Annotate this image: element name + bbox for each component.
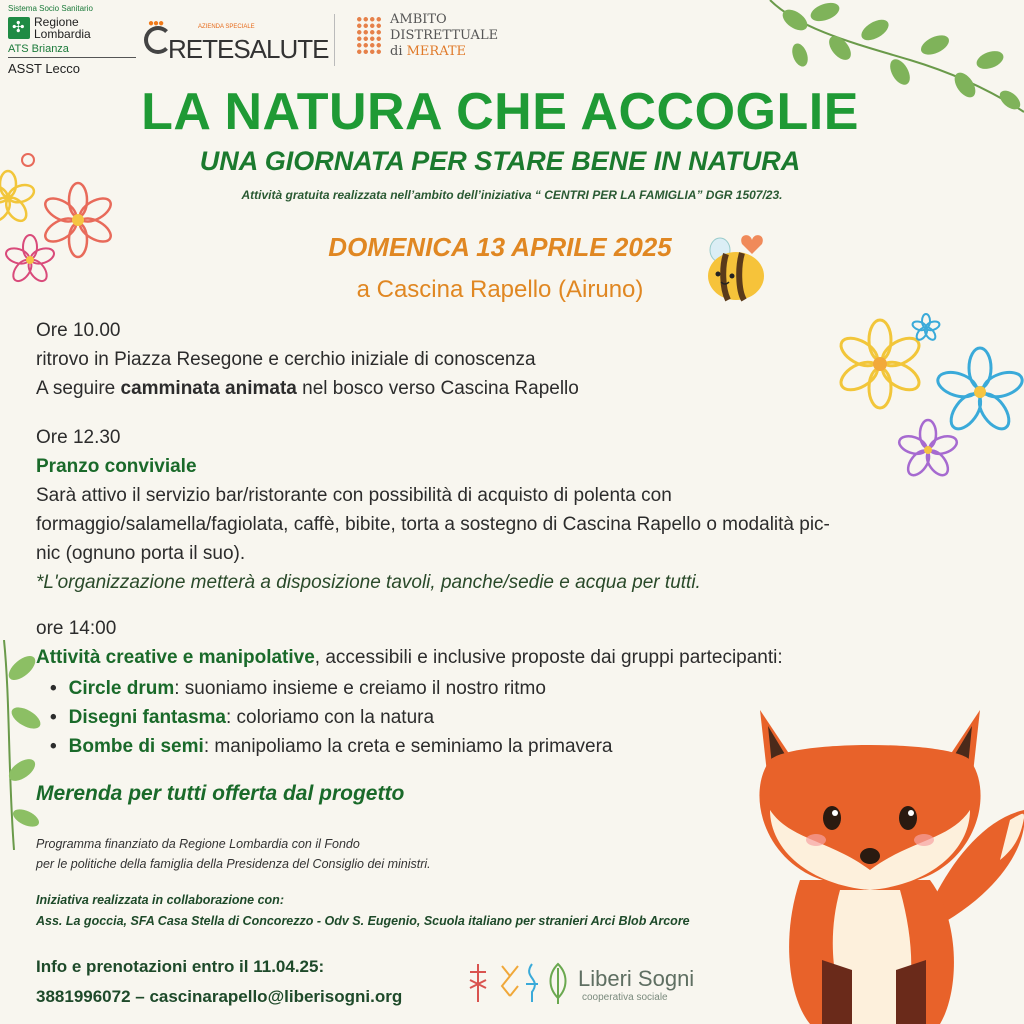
logo-lombardia-text: Lombardia xyxy=(34,27,91,41)
liberi-sogni-name: Liberi Sogni xyxy=(578,966,695,991)
program-block-2 xyxy=(36,423,830,597)
ambito-line3-prefix: di xyxy=(390,44,403,59)
ambito-line2: DISTRETTUALE xyxy=(390,28,499,43)
liberi-sogni-symbols-icon xyxy=(466,958,570,1008)
time-1000: Ore 10.00 xyxy=(36,320,121,341)
subtitle: UNA GIORNATA PER STARE BENE IN NATURA xyxy=(199,146,801,176)
ambito-dots-icon xyxy=(356,16,382,56)
contact-line[interactable]: 3881996072 – cascinarapello@liberisogni.org xyxy=(36,987,403,1006)
retesalute-name: RETESALUTE xyxy=(168,34,329,64)
merenda-note: Merenda per tutti offerta dal progetto xyxy=(36,782,405,805)
list-item: • Circle drum: suoniamo insieme e creiamo il nostro ritmo xyxy=(50,678,546,699)
retesalute-dots-icon: ●●● xyxy=(148,18,164,29)
block2-note: *L'organizzazione metterà a disposizione tavoli, panche/sedie e acqua per tutti. xyxy=(36,572,701,593)
retesalute-small-text: AZIENDA SPECIALE xyxy=(198,24,255,30)
program-block-3 xyxy=(36,614,783,672)
retesalute-logo xyxy=(144,12,329,64)
program-block-1 xyxy=(36,316,579,403)
info-heading: Info e prenotazioni entro il 11.04.25: xyxy=(36,957,325,976)
event-place: a Cascina Rapello (Airuno) xyxy=(356,276,644,303)
block2-line3: nic (ognuno porta il suo). xyxy=(36,543,246,564)
pranzo-heading: Pranzo conviviale xyxy=(36,456,197,477)
logo-divider xyxy=(334,14,335,66)
lombardia-cross-icon xyxy=(8,17,30,39)
logo-sistema-text: Sistema Socio Sanitario xyxy=(8,4,93,13)
collaboration-note: Iniziativa realizzata in collaborazione con: Ass. La goccia, SFA Casa Stella di Concorezzo - Odv S. Eugenio, Scuola italiano per stranieri Arci Blob Arcore xyxy=(36,893,690,928)
event-date: DOMENICA 13 APRILE 2025 xyxy=(328,232,672,262)
logo-asst-text: ASST Lecco xyxy=(8,61,81,76)
camminata-bold: camminata animata xyxy=(120,378,297,399)
time-1230: Ore 12.30 xyxy=(36,427,121,448)
logo-regione-text: Regione xyxy=(34,15,79,29)
block3-intro: Attività creative e manipolative, accessibili e inclusive proposte dai gruppi partecipanti: xyxy=(36,647,783,668)
main-title: LA NATURA CHE ACCOGLIE xyxy=(141,83,859,141)
ambito-city: MERATE xyxy=(406,44,467,59)
initiative-note: Attività gratuita realizzata nell’ambito dell’iniziativa “ CENTRI PER LA FAMIGLIA” DGR 1507/23. xyxy=(241,188,783,202)
activity-list xyxy=(50,674,612,761)
block1-line1: ritrovo in Piazza Resegone e cerchio iniziale di conoscenza xyxy=(36,349,536,370)
regione-lombardia-logo xyxy=(8,4,136,76)
time-1400: ore 14:00 xyxy=(36,618,117,639)
block1-line2: A seguire camminata animata nel bosco verso Cascina Rapello xyxy=(36,378,579,399)
ambito-line1: AMBITO xyxy=(390,12,447,27)
right-flowers-icon xyxy=(830,312,1024,482)
fox-icon xyxy=(730,700,1024,1024)
logo-ats-text: ATS Brianza xyxy=(8,43,136,58)
contact-info xyxy=(36,952,402,1012)
list-item: • Disegni fantasma: coloriamo con la natura xyxy=(50,707,435,728)
funding-note: Programma finanziato da Regione Lombardia con il Fondo per le politiche della famiglia della Presidenza del Consiglio dei ministri. xyxy=(36,837,431,871)
block2-line2: formaggio/salamella/fagiolata, caffè, bibite, torta a sostegno di Cascina Rapello o modalità pic- xyxy=(36,514,830,535)
list-item: • Bombe di semi: manipoliamo la creta e seminiamo la primavera xyxy=(50,736,613,757)
block2-line1: Sarà attivo il servizio bar/ristorante con possibilità di acquisto di polenta con xyxy=(36,485,672,506)
liberi-sogni-logo xyxy=(466,958,716,1008)
liberi-sogni-sub: cooperativa sociale xyxy=(582,992,668,1003)
